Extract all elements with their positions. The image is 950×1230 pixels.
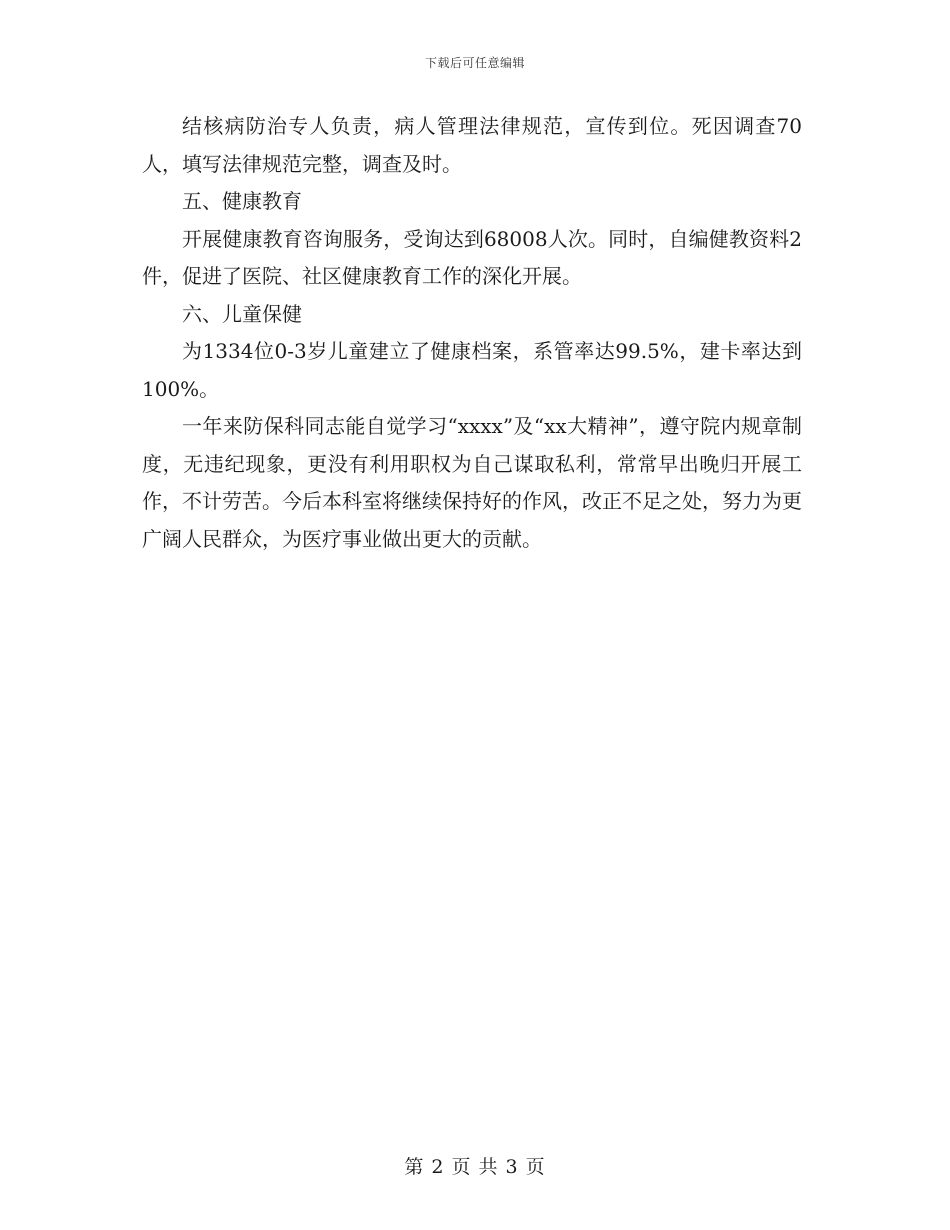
document-body (142, 108, 802, 558)
paragraph-summary: 一年来防保科同志能自觉学习“xxxx”及“xx大精神”，遵守院内规章制度，无违纪现象，更没有利用职权为自己谋取私利，常常早出晚归开展工作，不计劳苦。今后本科室将继续保持好的作风，改正不足之处，努力为更广阔人民群众，为医疗事业做出更大的贡献。 (142, 414, 802, 551)
paragraph-child-health: 为1334位0-3岁儿童建立了健康档案，系管率达99.5%，建卡率达到100%。 (142, 339, 802, 401)
page-number-footer: 第 2 页 共 3 页 (404, 1156, 546, 1178)
page-header: 下载后可任意编辑 (424, 56, 525, 70)
section-heading-health-education: 五、健康教育 (182, 189, 302, 213)
section-heading-child-health: 六、儿童保健 (182, 301, 302, 326)
paragraph-health-education: 开展健康教育咨询服务，受询达到68008人次。同时，自编健教资料2件，促进了医院、社区健康教育工作的深化开展。 (142, 226, 802, 288)
paragraph-tuberculosis: 结核病防治专人负责，病人管理法律规范，宣传到位。死因调查70人，填写法律规范完整，调查及时。 (142, 114, 802, 176)
